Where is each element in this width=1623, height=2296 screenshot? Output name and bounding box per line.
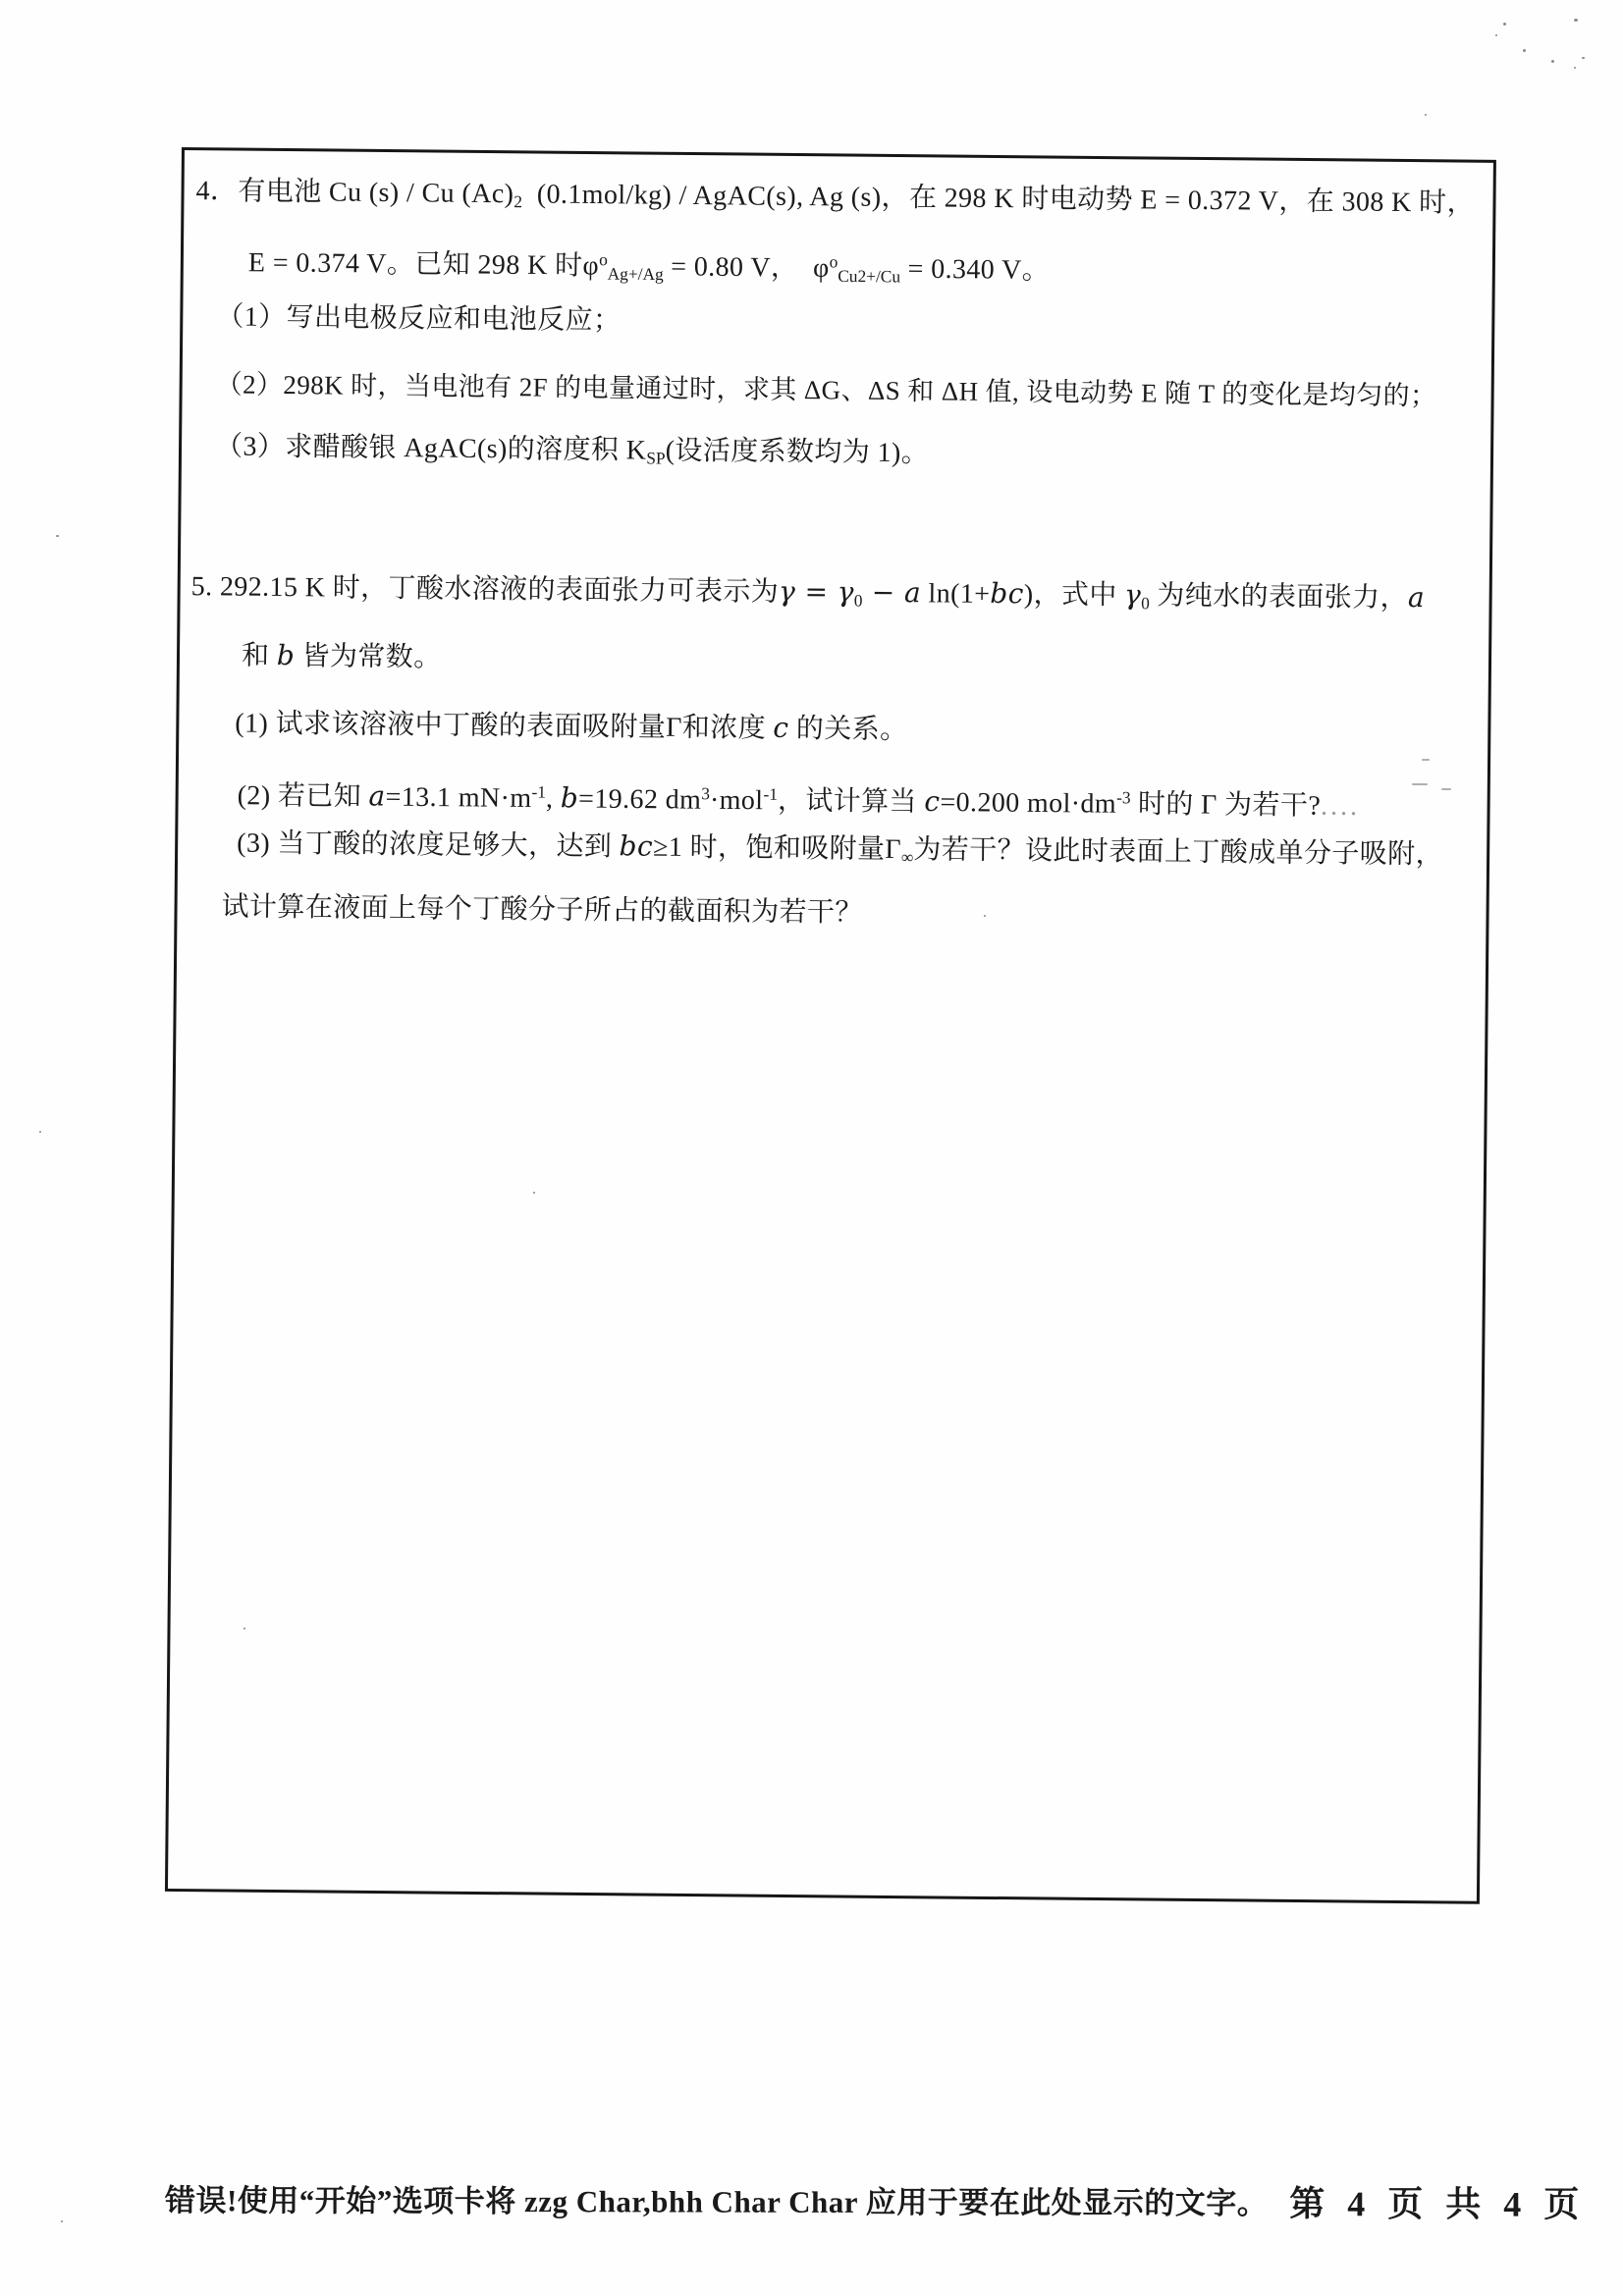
text-segment: 3 xyxy=(701,784,711,804)
text-segment: 0 xyxy=(853,591,863,611)
text-segment: （2）298K 时，当电池有 2F 的电量通过时，求其 ΔG、ΔS 和 ΔH 值, 设电动势 E 随 T 的变化是均匀的； xyxy=(215,369,1437,411)
text-segment: -3 xyxy=(1116,788,1131,808)
text-segment: c xyxy=(773,711,789,744)
scan-noise-speck xyxy=(61,2220,63,2222)
scan-noise-speck xyxy=(1551,60,1554,63)
text-segment: ，试计算当 xyxy=(777,785,925,818)
text-segment: =13.1 mN·m xyxy=(385,781,532,814)
question-5-part-3-line-2 xyxy=(221,887,863,933)
scan-noise-speck xyxy=(533,1192,535,1194)
text-segment: 4．有电池 Cu (s) / Cu (Ac) xyxy=(195,176,514,210)
scan-noise-speck xyxy=(1495,34,1497,36)
text-segment: (3) 当丁酸的浓度足够大，达到 xyxy=(237,828,620,863)
text-segment: ln(1+ xyxy=(920,578,991,610)
text-segment: 2 xyxy=(514,192,523,212)
page-number: 第 4 页 共 4 页 xyxy=(1289,2184,1587,2224)
scan-noise-speck xyxy=(243,1628,245,1629)
text-segment: -1 xyxy=(531,782,547,802)
text-segment: , xyxy=(545,783,561,815)
content-border-box xyxy=(165,147,1496,1904)
question-5-intro-line-1 xyxy=(190,566,1425,626)
scan-noise-speck xyxy=(1425,114,1427,116)
text-segment: ) xyxy=(1023,579,1034,611)
text-segment: ·mol xyxy=(709,784,764,817)
text-segment: c xyxy=(924,784,941,818)
text-segment: = 0.340 V。 xyxy=(900,253,1051,287)
text-segment: SP xyxy=(646,449,666,468)
text-segment: =19.62 dm xyxy=(577,783,702,816)
question-4-part-3 xyxy=(215,427,929,481)
text-segment: o xyxy=(599,250,608,270)
text-segment: (设活度系数均为 1)。 xyxy=(665,435,930,469)
text-segment: 0 xyxy=(1141,594,1150,614)
text-segment: 皆为常数。 xyxy=(295,641,442,673)
text-segment: Ag+/Ag xyxy=(607,264,664,285)
text-segment: (0.1mol/kg) / AgAC(s), Ag (s)，在 298 K 时电动势 E = 0.372 V，在 308 K 时， xyxy=(521,179,1476,219)
scan-noise-speck xyxy=(1582,57,1585,59)
question-4-intro-line-1 xyxy=(195,172,1475,231)
text-segment: (2) 若已知 xyxy=(237,780,369,813)
text-segment: 为纯水的表面张力， xyxy=(1149,580,1409,614)
text-segment: γ = γ xyxy=(778,574,855,609)
text-segment: （1）写出电极反应和电池反应； xyxy=(216,301,622,337)
text-segment: a xyxy=(1407,581,1426,614)
text-segment: bc xyxy=(990,576,1024,611)
scan-noise-speck xyxy=(39,1131,41,1133)
question-5-part-2 xyxy=(237,771,1360,828)
scan-noise-dash xyxy=(1422,759,1430,761)
scan-noise-speck xyxy=(56,535,59,537)
page-footer xyxy=(157,2156,1586,2227)
question-4-part-1 xyxy=(216,297,621,341)
text-segment: o xyxy=(829,252,839,272)
text-segment: 错误!使用“开始”选项卡将 xyxy=(164,2183,525,2219)
question-4-intro-line-2 xyxy=(248,238,1051,298)
text-segment: − a xyxy=(862,575,922,610)
scan-noise-dash xyxy=(1412,783,1428,785)
text-segment: γ xyxy=(1123,578,1142,612)
text-segment: Cu2+/Cu xyxy=(838,266,901,287)
text-segment: 应用于要在此处显示的文字。 xyxy=(857,2184,1269,2221)
text-segment: 时的 Γ 为若干? xyxy=(1130,788,1322,822)
text-segment: zzg Char,bhh Char Char xyxy=(524,2184,858,2219)
text-segment: -1 xyxy=(763,784,779,804)
text-segment: = 0.80 V， φ xyxy=(663,251,830,284)
text-segment: 和 xyxy=(241,640,277,671)
scan-noise-speck xyxy=(984,915,986,917)
text-segment: b xyxy=(276,638,296,672)
question-5-intro-line-2 xyxy=(242,636,442,678)
text-segment: b xyxy=(560,781,579,815)
text-segment: 5. 292.15 K 时，丁酸水溶液的表面张力可表示为 xyxy=(190,571,780,608)
scan-noise-speck xyxy=(1523,49,1526,52)
scan-noise-dash xyxy=(1441,788,1451,790)
text-segment: 的关系。 xyxy=(788,713,908,746)
text-segment: bc xyxy=(619,829,654,863)
scan-noise-speck xyxy=(1574,67,1576,69)
text-segment: (1) 试求该溶液中丁酸的表面吸附量Γ和浓度 xyxy=(235,708,774,744)
question-5-part-3-line-1 xyxy=(237,824,1443,883)
text-segment: .... xyxy=(1320,790,1361,823)
footer-error-text xyxy=(165,2183,1268,2220)
text-segment: （3）求醋酸银 AgAC(s)的溶度积 K xyxy=(214,431,647,466)
text-segment: ≥1 时，饱和吸附量Γ xyxy=(652,831,902,866)
scan-noise-speck xyxy=(1574,19,1578,22)
text-segment: =0.200 mol·dm xyxy=(940,786,1117,820)
question-5-part-1 xyxy=(235,704,908,751)
text-segment: 试计算在液面上每个丁酸分子所占的截面积为若干？ xyxy=(221,891,863,929)
text-segment: ，式中 xyxy=(1033,579,1125,612)
question-4-part-2 xyxy=(215,364,1436,415)
scan-noise-speck xyxy=(1503,23,1506,26)
text-segment: ∞ xyxy=(900,847,914,868)
text-segment: 为若干？设此时表面上丁酸成单分子吸附， xyxy=(913,834,1444,871)
text-segment: E = 0.374 V。已知 298 K 时φ xyxy=(247,247,600,282)
text-segment: a xyxy=(368,779,386,813)
